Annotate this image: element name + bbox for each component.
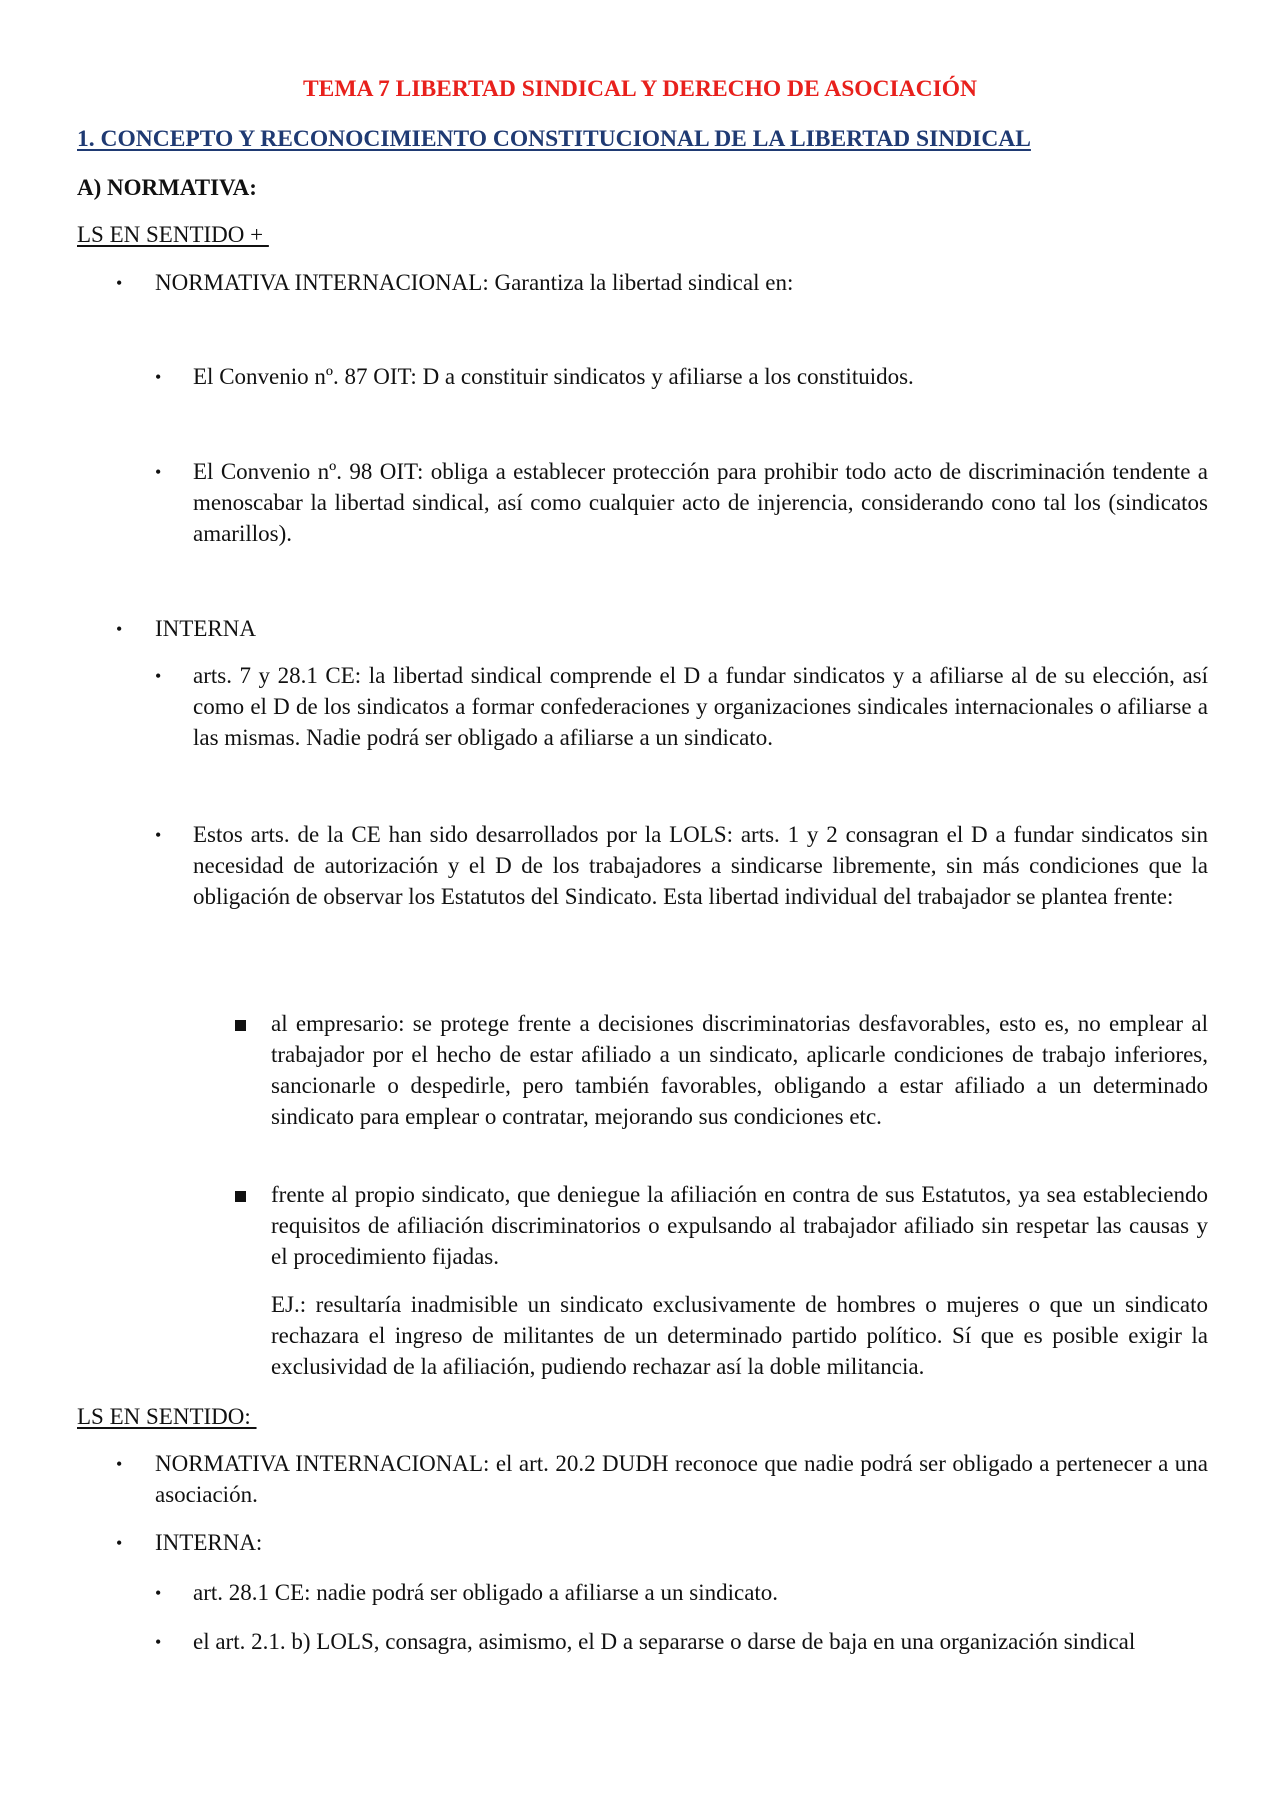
list-item-interna-negativa: INTERNA: — [155, 1530, 263, 1555]
list-item-art-2-1-lols: el art. 2.1. b) LOLS, consagra, asimismo, el D a separarse o darse de baja en una organización sindical — [193, 1629, 1136, 1654]
bullet-icon: • — [155, 1583, 162, 1603]
list-item-interna: INTERNA — [155, 616, 256, 641]
bullet-icon: • — [155, 462, 162, 482]
bullet-icon: • — [116, 619, 123, 639]
subsection-heading-normativa: A) NORMATIVA: — [77, 175, 257, 200]
bullet-icon: • — [116, 1454, 123, 1474]
example-paragraph: EJ.: resultaría inadmisible un sindicato exclusivamente de hombres o mujeres o que un sindicato rechazara el ingreso de militantes de un determinado partido político. Sí que es posible exigir la exclusividad de la afiliación, pudiendo rechazar así la doble militancia. — [271, 1292, 1208, 1379]
list-item-arts-7-28: arts. 7 y 28.1 CE: la libertad sindical comprende el D a fundar sindicatos y a afiliarse al de su elección, así como el D de los sindicatos a formar confederaciones y organizaciones sindicales internacionales o afiliarse a las mismas. Nadie podrá ser obligado a afiliarse a un sindicato. — [193, 663, 1208, 750]
section-heading-concepto: 1. CONCEPTO Y RECONOCIMIENTO CONSTITUCIONAL DE LA LIBERTAD SINDICAL — [77, 126, 1031, 152]
bullet-icon: • — [155, 666, 162, 686]
document-title: TEMA 7 LIBERTAD SINDICAL Y DERECHO DE ASOCIACIÓN — [302, 76, 978, 102]
list-item-al-empresario: al empresario: se protege frente a decisiones discriminatorias desfavorables, esto es, no emplear al trabajador por el hecho de estar afiliado a un sindicato, aplicarle condiciones de trabajo inferiores, sancionarle o despedirle, pero también favorables, obligando a estar afiliado a un determinado sindicato para emplear o contratar, mejorando sus condiciones etc. — [271, 1011, 1208, 1129]
heading-ls-sentido-negativo: LS EN SENTIDO: — [77, 1404, 257, 1429]
bullet-icon: • — [155, 367, 162, 387]
list-item-convenio-87: El Convenio nº. 87 OIT: D a constituir sindicatos y afiliarse a los constituidos. — [193, 364, 914, 389]
bullet-icon: • — [116, 273, 123, 293]
square-bullet-icon — [235, 1020, 246, 1031]
list-item-frente-al-sindicato: frente al propio sindicato, que deniegue la afiliación en contra de sus Estatutos, ya sea estableciendo requisitos de afiliación discriminatorios o expulsando al trabajador afiliado sin respetar las causas y el procedimiento fijadas. — [271, 1182, 1208, 1269]
square-bullet-icon — [235, 1191, 246, 1202]
list-item-lols: Estos arts. de la CE han sido desarrollados por la LOLS: arts. 1 y 2 consagran el D a fundar sindicatos sin necesidad de autorización y el D de los trabajadores a sindicarse libremente, sin más condiciones que la obligación de observar los Estatutos del Sindicato. Esta libertad individual del trabajador se plantea frente: — [193, 822, 1208, 909]
list-item-normativa-internacional: NORMATIVA INTERNACIONAL: Garantiza la libertad sindical en: — [155, 270, 794, 295]
bullet-icon: • — [155, 825, 162, 845]
list-item-art-28-1: art. 28.1 CE: nadie podrá ser obligado a afiliarse a un sindicato. — [193, 1580, 779, 1605]
list-item-dudh: NORMATIVA INTERNACIONAL: el art. 20.2 DUDH reconoce que nadie podrá ser obligado a pertenecer a una asociación. — [155, 1451, 1208, 1507]
bullet-icon: • — [155, 1632, 162, 1652]
heading-ls-sentido-positivo: LS EN SENTIDO + — [77, 222, 269, 247]
bullet-icon: • — [116, 1533, 123, 1553]
list-item-convenio-98: El Convenio nº. 98 OIT: obliga a establecer protección para prohibir todo acto de discriminación tendente a menoscabar la libertad sindical, así como cualquier acto de injerencia, considerando cono tal los (sindicatos amarillos). — [193, 459, 1208, 546]
